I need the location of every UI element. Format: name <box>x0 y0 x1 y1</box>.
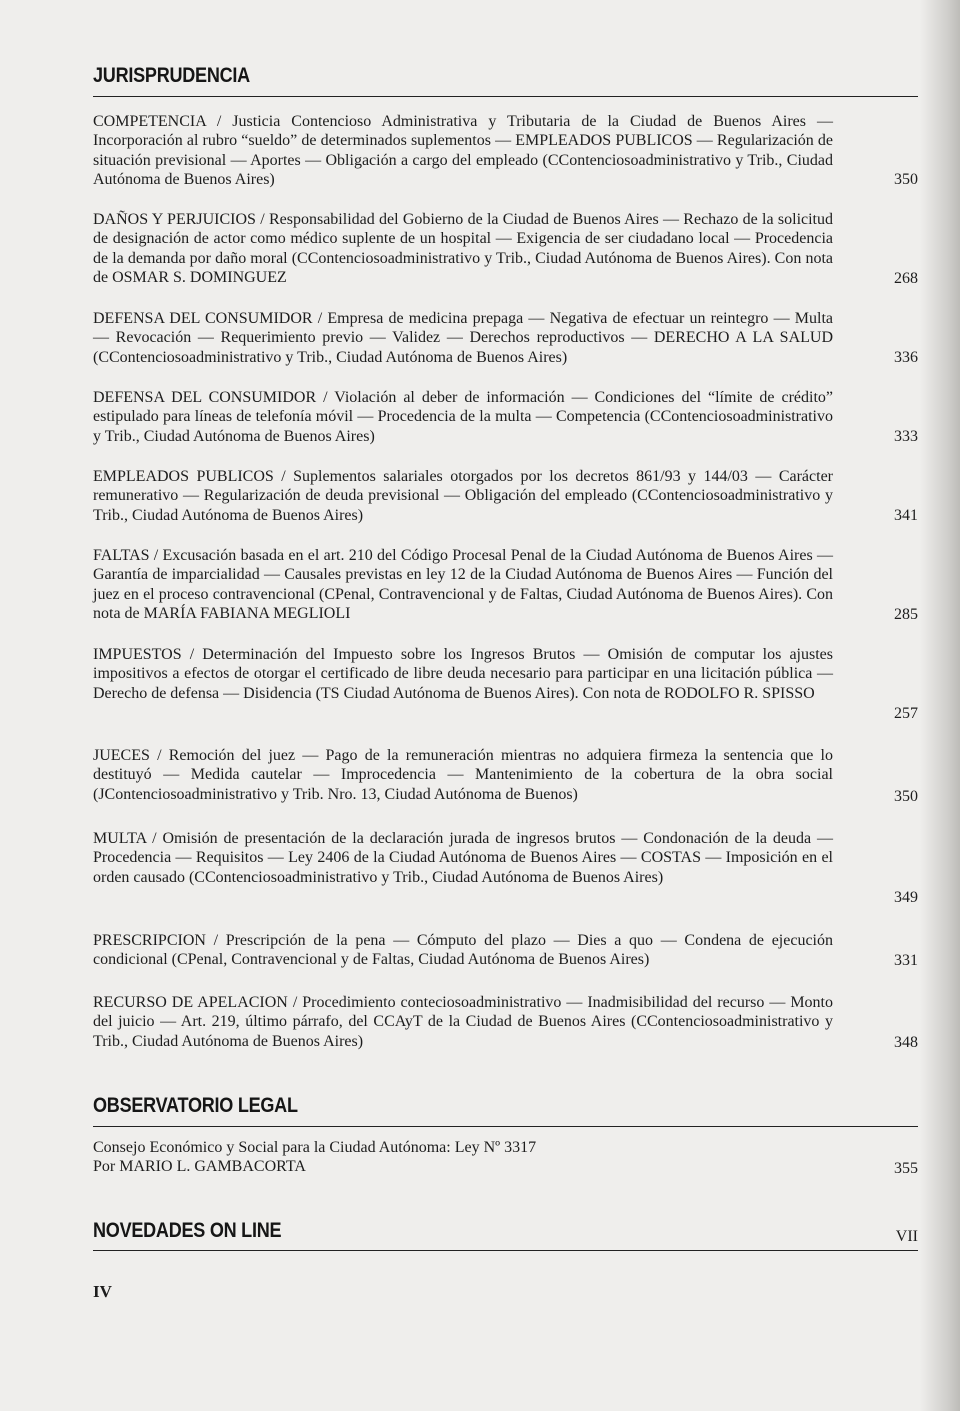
entry-page-number: 341 <box>894 507 918 524</box>
entry-text: FALTAS / Excusación basada en el art. 210 del Código Procesal Penal de la Ciudad Autónoma de Buenos Aires — Garantía de imparcialidad — Causales previstas en ley 12 de la Ciudad Autónoma de Buenos Aires — Función del juez en el proceso contravencional (CPenal, Contravencional y de Faltas, Ciudad Autónoma de Buenos Aires). Con nota de MARÍA FABIANA MEGLIOLI <box>93 547 833 623</box>
entry-recurso-de-apelacion <box>93 993 833 1051</box>
entry-prescripcion <box>93 931 833 970</box>
entry-empleados-publicos <box>93 467 833 525</box>
entry-text: DEFENSA DEL CONSUMIDOR / Empresa de medicina prepaga — Negativa de efectuar un reintegro — Multa — Revocación — Requerimiento previo — Validez — Derechos reproductivos — DERECHO A LA SALUD (CContenciosoadministrativo y Trib., Ciudad Autónoma de Buenos Aires) <box>93 310 833 366</box>
entry-impuestos <box>93 645 833 703</box>
section-title-observatorio-legal: OBSERVATORIO LEGAL <box>93 1094 298 1117</box>
entry-page-number: 348 <box>894 1034 918 1051</box>
entry-observatorio <box>93 1138 833 1177</box>
section-title-jurisprudencia: JURISPRUDENCIA <box>93 64 250 87</box>
folio-page-label: IV <box>93 1282 112 1301</box>
section-rule <box>93 1126 918 1127</box>
entry-text: IMPUESTOS / Determinación del Impuesto sobre los Ingresos Brutos — Omisión de computar los ajustes impositivos a efectos de otorgar el certificado de libre deuda necesario para participar en una licitación pública — Derecho de defensa — Disidencia (TS Ciudad Autónoma de Buenos Aires). Con nota de RODOLFO R. SPISSO <box>93 646 833 702</box>
entry-page-number: 268 <box>894 270 918 287</box>
entry-page-number: 350 <box>894 788 918 805</box>
entry-page-number: 333 <box>894 428 918 445</box>
section-rule <box>93 1250 918 1251</box>
section-rule <box>93 96 918 97</box>
entry-competencia <box>93 112 833 190</box>
entry-text: MULTA / Omisión de presentación de la declaración jurada de ingresos brutos — Condonación de la deuda — Procedencia — Requisitos — Ley 2406 de la Ciudad Autónoma de Buenos Aires — COSTAS — Imposición en el orden causado (CContenciosoadministrativo y Trib., Ciudad Autónoma de Buenos Aires) <box>93 830 833 886</box>
entry-page-number: 355 <box>894 1160 918 1177</box>
entry-faltas <box>93 546 833 624</box>
entry-text: RECURSO DE APELACION / Procedimiento conteciosoadministrativo — Inadmisibilidad del recurso — Monto del juicio — Art. 219, último párrafo, del CCAyT de la Ciudad de Buenos Aires (CContenciosoadministrativo y Trib., Ciudad Autónoma de Buenos Aires) <box>93 994 833 1050</box>
entry-page-number: 257 <box>894 705 918 722</box>
entry-text: EMPLEADOS PUBLICOS / Suplementos salariales otorgados por los decretos 861/93 y 144/03 — Carácter remunerativo — Regularización de deuda previsional — Obligación del empleado (CContenciosoadministrativo y Trib., Ciudad Autónoma de Buenos Aires) <box>93 468 833 524</box>
entry-defensa-consumidor-2 <box>93 388 833 446</box>
entry-jueces <box>93 746 833 804</box>
entry-text: PRESCRIPCION / Prescripción de la pena — Cómputo del plazo — Dies a quo — Condena de ejecución condicional (CPenal, Contravencional y de Faltas, Ciudad Autónoma de Buenos Aires) <box>93 932 833 969</box>
entry-danos-y-perjuicios <box>93 210 833 288</box>
entry-page-number: 336 <box>894 349 918 366</box>
section-title-novedades-on-line: NOVEDADES ON LINE <box>93 1219 282 1242</box>
entry-text: JUECES / Remoción del juez — Pago de la remuneración mientras no adquiera firmeza la sentencia que lo destituyó — Medida cautelar — Improcedencia — Mantenimiento de la cobertura de la obra social (JContenciosoadministrativo y Trib. Nro. 13, Ciudad Autónoma de Buenos) <box>93 747 833 803</box>
entry-author-line: Por MARIO L. GAMBACORTA <box>93 1158 306 1176</box>
entry-text: DAÑOS Y PERJUICIOS / Responsabilidad del Gobierno de la Ciudad de Buenos Aires — Rechazo de la solicitud de designación de actor como médico suplente de un hospital — Exigencia de ser ciudadano local — Procedencia de la demanda por daño moral (CContenciosoadministrativo y Trib., Ciudad Autónoma de Buenos Aires). Con nota de OSMAR S. DOMINGUEZ <box>93 211 833 287</box>
entry-text: DEFENSA DEL CONSUMIDOR / Violación al deber de información — Condiciones del “límite de crédito” estipulado para líneas de telefonía móvil — Procedencia de la multa — Competencia (CContenciosoadministrativo y Trib., Ciudad Autónoma de Buenos Aires) <box>93 389 833 445</box>
entry-page-number: 349 <box>894 889 918 906</box>
entry-page-number: VII <box>895 1228 918 1245</box>
entry-title-line: Consejo Económico y Social para la Ciudad Autónoma: Ley Nº 3317 <box>93 1139 537 1156</box>
entry-multa <box>93 829 833 887</box>
entry-page-number: 331 <box>894 952 918 969</box>
entry-page-number: 285 <box>894 606 918 623</box>
entry-defensa-consumidor-1 <box>93 309 833 367</box>
entry-text: COMPETENCIA / Justicia Contencioso Administrativa y Tributaria de la Ciudad de Buenos Aires — Incorporación al rubro “sueldo” de determinados suplementos — EMPLEADOS PUBLICOS — Regularización de situación previsional — Aportes — Obligación a cargo del empleado (CContenciosoadministrativo y Trib., Ciudad Autónoma de Buenos Aires) <box>93 113 833 189</box>
page-edge-shadow <box>920 0 960 1411</box>
entry-page-number: 350 <box>894 171 918 188</box>
